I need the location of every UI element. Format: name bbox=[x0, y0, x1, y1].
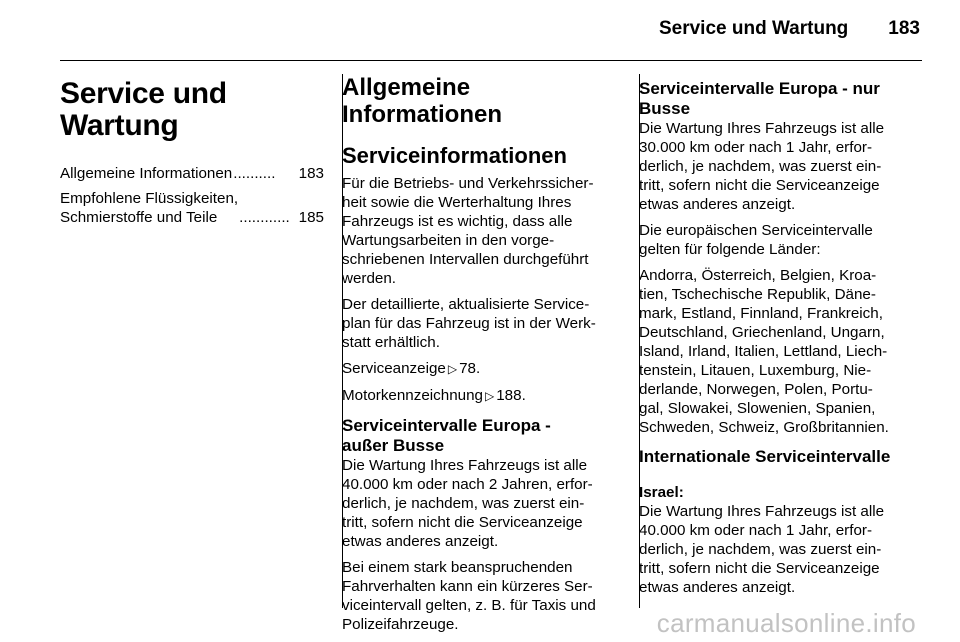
paragraph: Die Wartung Ihres Fahrzeugs ist alle 30.000 km oder nach 1 Jahr, erfor- derlich, je nachdem, was zuerst ein- tritt, sofern nicht die Serviceanzeige etwas anderes anzeigt. bbox=[639, 120, 885, 213]
reference-text: Serviceanzeige bbox=[342, 360, 446, 377]
subsection-title: Serviceintervalle Europa - außer Busse bbox=[342, 416, 551, 455]
reference-page: 78. bbox=[459, 360, 481, 377]
cross-reference[interactable] bbox=[342, 386, 623, 406]
paragraph: Bei einem stark beanspruchenden Fahrverhalten kann ein kürzeres Ser- viceintervall gelten, z. B. für Taxis und Polizeifahrzeuge. bbox=[342, 559, 596, 633]
subsection-title: Internationale Serviceintervalle bbox=[639, 447, 891, 466]
region-label: Israel: bbox=[639, 484, 684, 501]
paragraph: Andorra, Österreich, Belgien, Kroa- tien, Tschechische Republik, Däne- mark, Estland, Finnland, Frankreich, Deutschland, Griechenland, Ungarn, Island, Irland, Italien, Lettland, Liech- tenstein, Litauen, Luxemburg, Nie- derlande, Norwegen, Polen, Portu- gal, Slowakei, Slowenien, Spanien, Schweden, Schweiz, Großbritannien. bbox=[639, 267, 889, 436]
content-column-3 bbox=[623, 70, 922, 604]
section-title: Allgemeine Informationen bbox=[342, 74, 502, 128]
reference-text: Motorkennzeichnung bbox=[342, 387, 483, 404]
subsection-title: Serviceintervalle Europa - nur Busse bbox=[639, 79, 880, 118]
toc-entry[interactable] bbox=[60, 189, 324, 227]
paragraph: Die europäischen Serviceintervalle gelten für folgende Länder: bbox=[639, 222, 873, 258]
toc-leader-dots: .......... bbox=[233, 165, 276, 182]
chapter-title: Service und Wartung bbox=[60, 77, 227, 142]
watermark: carmanualsonline.info bbox=[656, 608, 916, 638]
cross-reference[interactable] bbox=[342, 359, 623, 379]
toc-entry[interactable] bbox=[60, 164, 324, 183]
reference-page: 188. bbox=[496, 387, 526, 404]
paragraph: Die Wartung Ihres Fahrzeugs ist alle 40.000 km oder nach 2 Jahren, erfor- derlich, je nachdem, was zuerst ein- tritt, sofern nicht die Serviceanzeige etwas anderes anzeigt. bbox=[342, 457, 593, 550]
cross-reference-icon: ▷ bbox=[485, 389, 495, 403]
toc-leader-dots: ............ bbox=[239, 209, 290, 226]
subsection-title: Serviceinformationen bbox=[342, 143, 567, 168]
paragraph: Die Wartung Ihres Fahrzeugs ist alle 40.000 km oder nach 1 Jahr, erfor- derlich, je nachdem, was zuerst ein- tritt, sofern nicht die Serviceanzeige etwas anderes anzeigt. bbox=[639, 503, 885, 596]
paragraph: Der detaillierte, aktualisierte Service- plan für das Fahrzeug ist in der Werk- statt erhältlich. bbox=[342, 296, 596, 351]
toc-entry-text: Allgemeine Informationen bbox=[60, 165, 233, 182]
toc-column bbox=[60, 70, 324, 233]
toc-entry-page: 185 bbox=[298, 209, 324, 226]
toc-entry-page: 183 bbox=[298, 165, 324, 182]
header-title: Service und Wartung bbox=[658, 18, 849, 39]
paragraph: Für die Betriebs- und Verkehrssicher- heit sowie die Werterhaltung Ihres Fahrzeugs ist es wichtig, dass alle Wartungsarbeiten in den vorge- schriebenen Intervallen durchgeführt werden. bbox=[342, 175, 594, 287]
header-rule bbox=[60, 60, 922, 61]
content-column-2 bbox=[326, 70, 623, 641]
page-number: 183 bbox=[888, 18, 920, 39]
running-header bbox=[520, 18, 920, 40]
toc-entry-text: Empfohlene Flüssigkeiten, Schmierstoffe und Teile bbox=[60, 190, 239, 226]
cross-reference-icon: ▷ bbox=[447, 362, 458, 376]
